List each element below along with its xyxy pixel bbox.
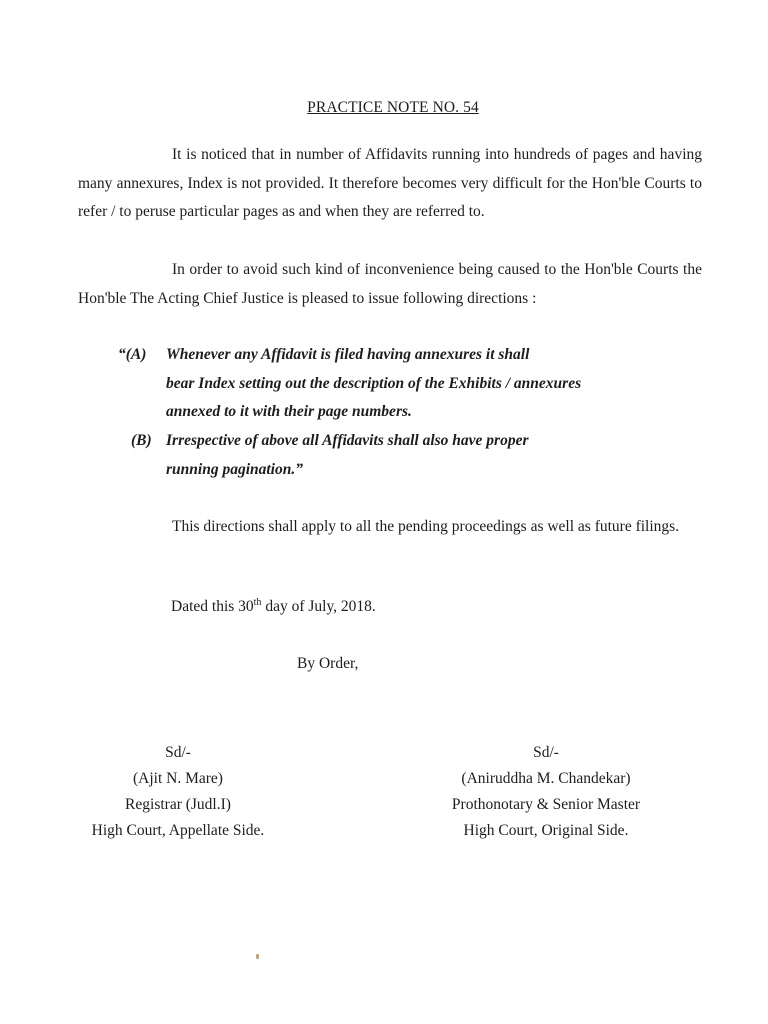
document-title: PRACTICE NOTE NO. 54 bbox=[307, 99, 479, 116]
paragraph-3: This directions shall apply to all the pending proceedings as well as future filings. bbox=[172, 518, 680, 535]
signatory-left-designation: Registrar (Judl.I) bbox=[125, 796, 231, 813]
dated-line bbox=[171, 597, 376, 616]
signatory-left bbox=[60, 740, 296, 844]
direction-b-continuation: running pagination.” bbox=[166, 460, 303, 478]
direction-a-continuation: bear Index setting out the description of the Exhibits / annexures annexed to it with their page numbers. bbox=[166, 374, 582, 420]
dated-suffix: day of July, 2018. bbox=[261, 598, 376, 616]
by-order: By Order, bbox=[297, 655, 359, 672]
signatory-left-office: High Court, Appellate Side. bbox=[91, 822, 265, 839]
direction-b bbox=[131, 427, 631, 484]
direction-b-first-line: Irrespective of above all Affidavits shall also have proper bbox=[166, 432, 529, 449]
signatory-right-office: High Court, Original Side. bbox=[463, 822, 629, 839]
dated-prefix: Dated this 30 bbox=[171, 598, 254, 616]
signatory-right-designation: Prothonotary & Senior Master bbox=[451, 796, 641, 813]
signatory-right-sd: Sd/- bbox=[533, 744, 559, 761]
direction-a bbox=[118, 341, 628, 427]
signatory-right-name: (Aniruddha M. Chandekar) bbox=[461, 770, 631, 787]
signatory-right bbox=[420, 740, 672, 844]
paragraph-2: In order to avoid such kind of inconvenience being caused to the Hon'ble Courts the Hon'ble The Acting Chief Justice is pleased to issue following directions : bbox=[78, 261, 702, 307]
signatory-left-name: (Ajit N. Mare) bbox=[133, 770, 223, 787]
direction-a-first-line: Whenever any Affidavit is filed having annexures it shall bbox=[166, 346, 530, 363]
dated-ordinal: th bbox=[253, 597, 262, 608]
signatory-left-sd: Sd/- bbox=[165, 744, 191, 761]
direction-a-mark: “(A) bbox=[118, 346, 147, 363]
paragraph-1: It is noticed that in number of Affidavits running into hundreds of pages and having many annexures, Index is not provided. It therefore becomes very difficult for the Hon'ble Courts to refer / to peruse particular pages as and when they are referred to. bbox=[78, 146, 702, 220]
scan-speck bbox=[256, 954, 259, 959]
direction-b-mark: (B) bbox=[131, 432, 152, 449]
